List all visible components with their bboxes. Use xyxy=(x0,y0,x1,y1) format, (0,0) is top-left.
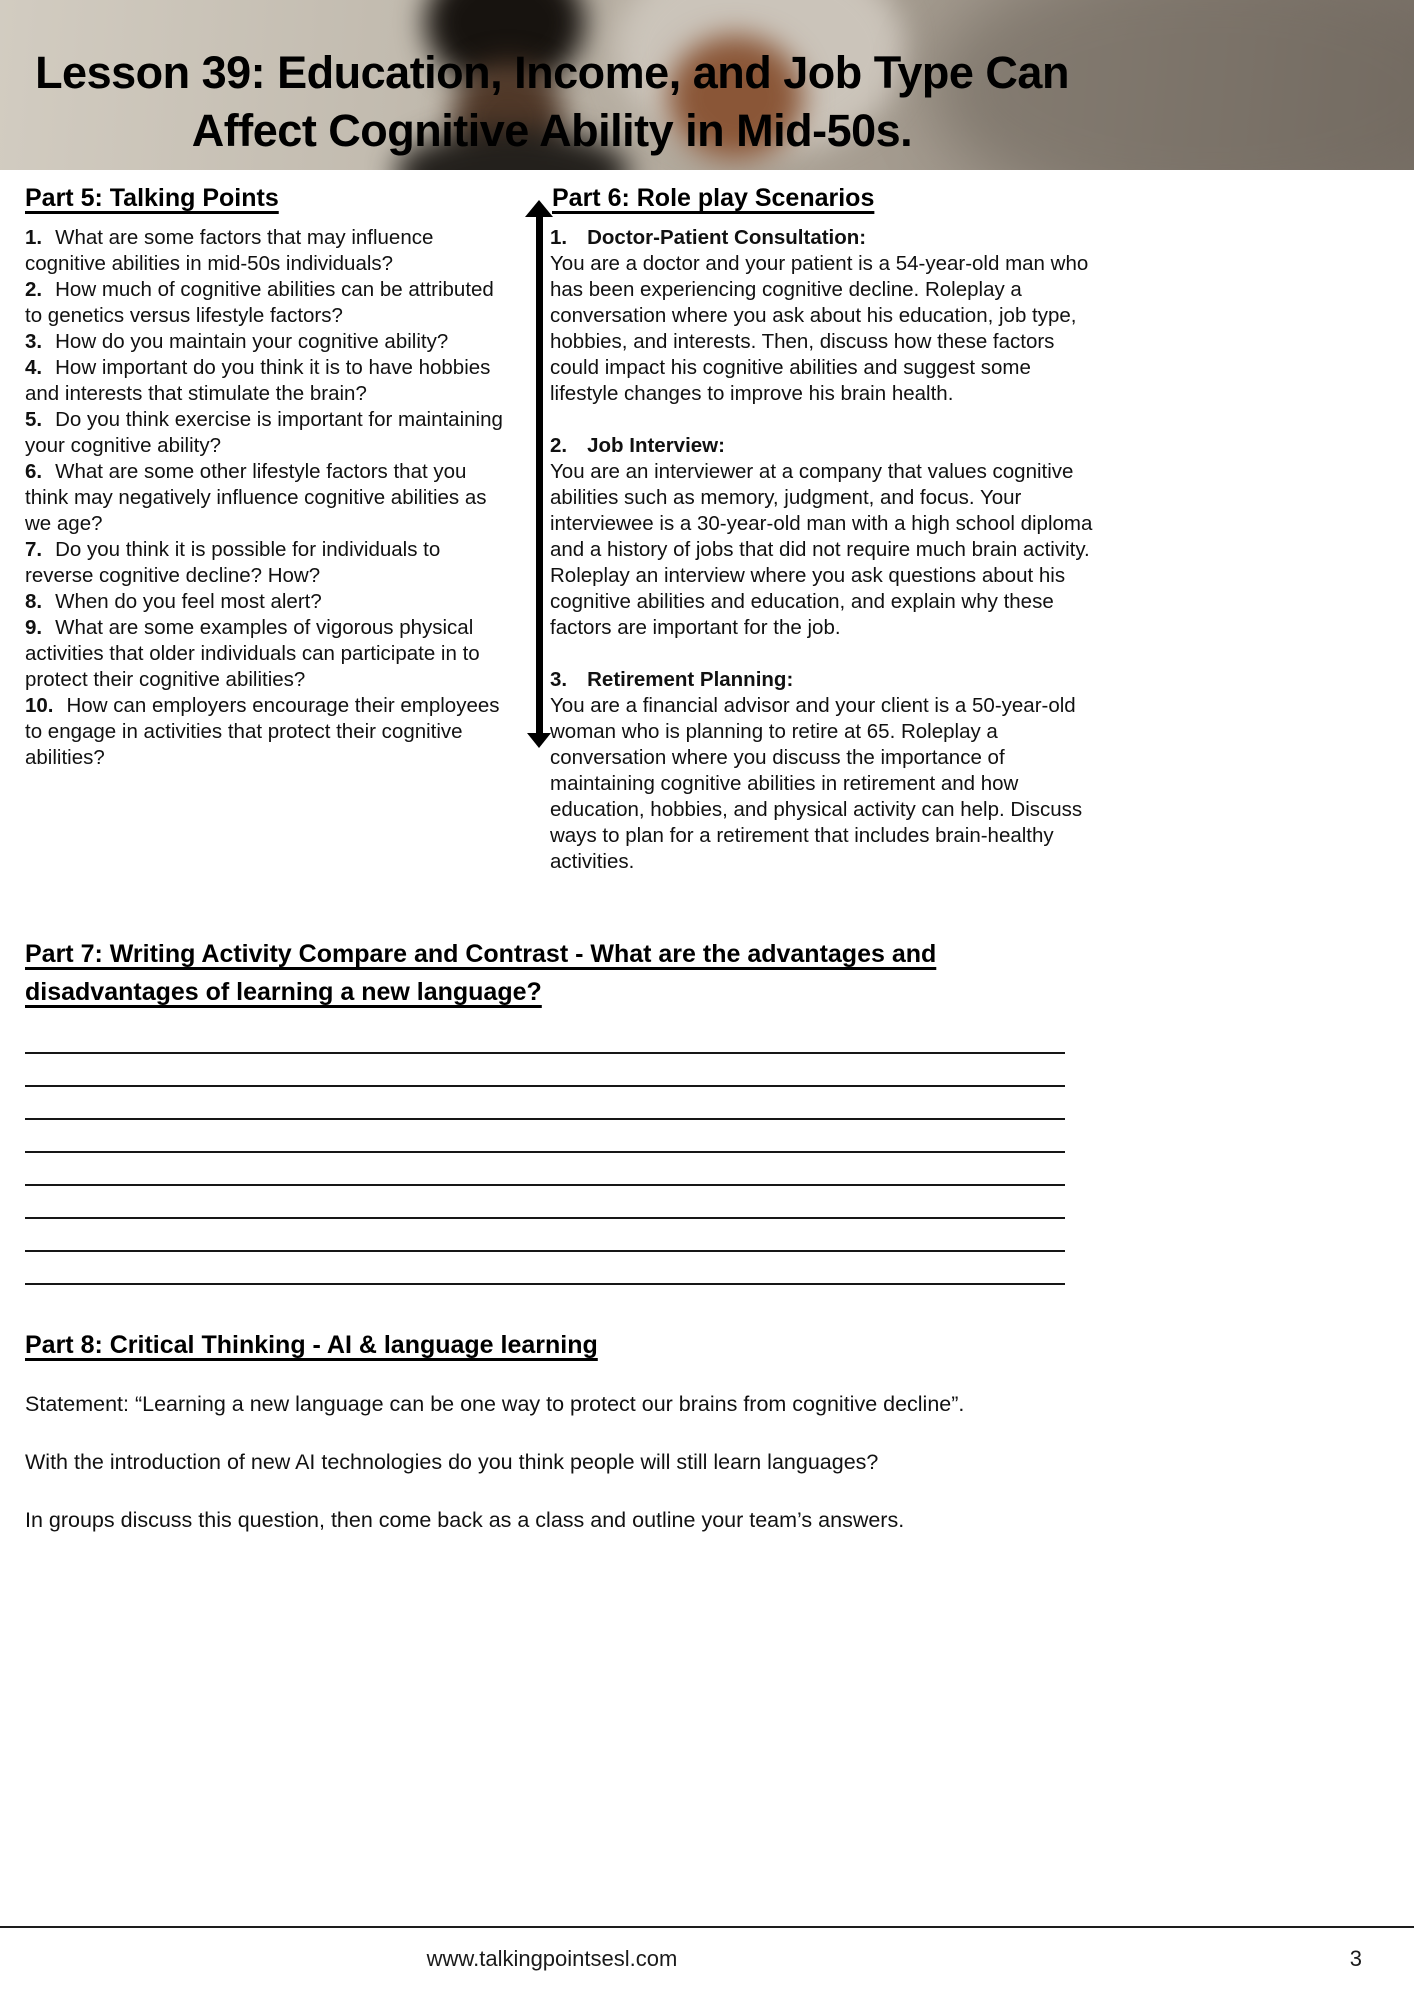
writing-line xyxy=(25,1186,1065,1219)
group-discussion-paragraph: In groups discuss this question, then come back as a class and outline your team’s answers. xyxy=(25,1508,905,1532)
item-text: What are some factors that may influence cognitive abilities in mid-50s individuals? xyxy=(25,226,434,275)
column-divider-arrow xyxy=(523,200,555,748)
footer-row xyxy=(0,1946,1414,1972)
writing-line xyxy=(25,1021,1065,1054)
part5-section xyxy=(25,178,507,901)
item-text: How important do you think it is to have hobbies and interests that stimulate the brain? xyxy=(25,356,491,405)
arrow-down-icon xyxy=(527,733,551,748)
scenario-body: You are a financial advisor and your client is a 50-year-old woman who is planning to retire at 65. Roleplay a conversation where you discuss the importance of maintaining cognitive abilities in retirement and how education, hobbies, and physical activity can help. Discuss ways to plan for a retirement that includes brain-healthy activities. xyxy=(550,694,1083,873)
writing-line xyxy=(25,1120,1065,1153)
roleplay-scenario xyxy=(550,225,1095,407)
older-couple-photo xyxy=(0,0,1414,170)
item-number: 4. xyxy=(25,356,43,379)
roleplay-scenario xyxy=(550,433,1095,641)
item-text: Do you think it is possible for individuals to reverse cognitive decline? How? xyxy=(25,538,441,587)
scenario-title xyxy=(550,667,1095,693)
talking-point-item xyxy=(25,693,507,771)
part7-heading: Part 7: Writing Activity Compare and Contrast - What are the advantages and disadvantages of learning a new language? xyxy=(25,940,937,1006)
talking-point-item xyxy=(25,355,507,407)
footer-divider xyxy=(0,1926,1414,1928)
ai-question-paragraph: With the introduction of new AI technologies do you think people will still learn languages? xyxy=(25,1450,879,1474)
item-number: 10. xyxy=(25,694,54,717)
worksheet-content xyxy=(25,170,1110,1534)
page-footer xyxy=(0,1926,1414,2000)
item-text: What are some other lifestyle factors that you think may negatively influence cognitive abilities as we age? xyxy=(25,460,487,535)
talking-point-item xyxy=(25,329,507,355)
item-text: What are some examples of vigorous physical activities that older individuals can participate in to protect their cognitive abilities? xyxy=(25,616,480,691)
lesson-title xyxy=(0,44,1104,160)
item-text: When do you feel most alert? xyxy=(55,590,322,613)
part5-heading: Part 5: Talking Points xyxy=(25,184,279,212)
lesson-title-line2: Affect Cognitive Ability in Mid-50s. xyxy=(191,105,913,156)
scenario-title xyxy=(550,433,1095,459)
item-number: 5. xyxy=(25,408,43,431)
scenario-number: 3. xyxy=(550,668,568,691)
talking-point-item xyxy=(25,589,507,615)
item-number: 3. xyxy=(25,330,43,353)
item-number: 7. xyxy=(25,538,43,561)
scenario-title-text: Retirement Planning: xyxy=(587,668,794,691)
item-number: 2. xyxy=(25,278,43,301)
item-number: 1. xyxy=(25,226,43,249)
scenario-body: You are a doctor and your patient is a 54-year-old man who has been experiencing cognitive decline. Roleplay a conversation where you ask about his education, job type, hobbies, and interests. Then, discuss how these factors could impact his cognitive abilities and suggest some lifestyle changes to improve his brain health. xyxy=(550,252,1089,405)
writing-line xyxy=(25,1087,1065,1120)
arrow-up-icon xyxy=(525,200,553,217)
talking-point-item xyxy=(25,277,507,329)
writing-lines xyxy=(25,1021,1110,1285)
page-number: 3 xyxy=(1349,1946,1362,1971)
roleplay-scenario xyxy=(550,667,1095,875)
scenario-title-text: Doctor-Patient Consultation: xyxy=(587,226,867,249)
scenario-title-text: Job Interview: xyxy=(587,434,725,457)
scenario-title xyxy=(550,225,1095,251)
item-text: Do you think exercise is important for maintaining your cognitive ability? xyxy=(25,408,503,457)
scenario-body: You are an interviewer at a company that values cognitive abilities such as memory, judgment, and focus. Your interviewee is a 30-year-old man with a high school diploma and a history of jobs that did not require much brain activity. Roleplay an interview where you ask questions about his cognitive abilities and education, and explain why these factors are important for the job. xyxy=(550,460,1093,639)
part8-section xyxy=(25,1331,1110,1534)
item-number: 6. xyxy=(25,460,43,483)
part7-section xyxy=(25,935,1110,1285)
item-number: 8. xyxy=(25,590,43,613)
talking-point-item xyxy=(25,537,507,589)
writing-line xyxy=(25,1153,1065,1186)
writing-line xyxy=(25,1054,1065,1087)
statement-paragraph: Statement: “Learning a new language can be one way to protect our brains from cognitive decline”. xyxy=(25,1392,965,1416)
scenario-number: 2. xyxy=(550,434,568,457)
part6-heading: Part 6: Role play Scenarios xyxy=(552,184,875,212)
two-column-section xyxy=(25,170,1110,901)
talking-point-item xyxy=(25,459,507,537)
item-number: 9. xyxy=(25,616,43,639)
item-text: How much of cognitive abilities can be attributed to genetics versus lifestyle factors? xyxy=(25,278,494,327)
item-text: How do you maintain your cognitive ability? xyxy=(55,330,449,353)
writing-line xyxy=(25,1219,1065,1252)
item-text: How can employers encourage their employees to engage in activities that protect their cognitive abilities? xyxy=(25,694,500,769)
talking-point-item xyxy=(25,615,507,693)
part6-section xyxy=(550,178,1095,901)
part8-heading: Part 8: Critical Thinking - AI & language learning xyxy=(25,1331,598,1359)
talking-point-item xyxy=(25,407,507,459)
website-url: www.talkingpointsesl.com xyxy=(426,1946,678,1971)
divider-line xyxy=(536,217,543,733)
writing-line xyxy=(25,1252,1065,1285)
lesson-title-line1: Lesson 39: Education, Income, and Job Type Can xyxy=(35,47,1069,98)
scenario-number: 1. xyxy=(550,226,568,249)
talking-point-item xyxy=(25,225,507,277)
